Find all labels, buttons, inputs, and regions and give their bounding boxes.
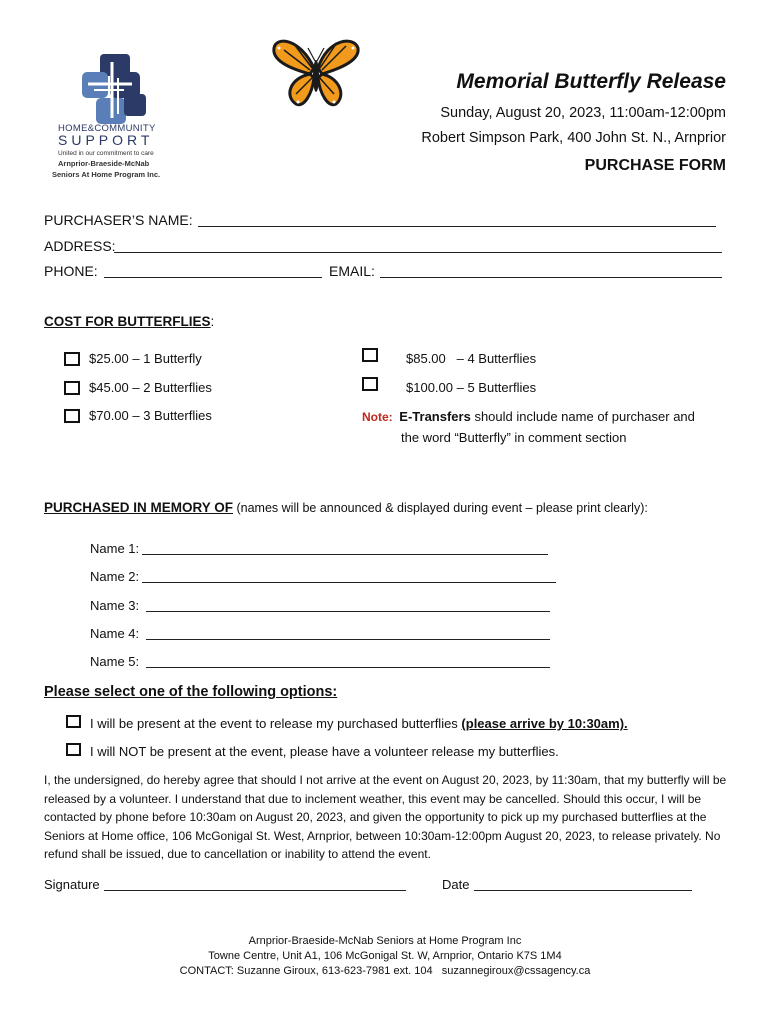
attend-present-checkbox[interactable] — [66, 715, 81, 728]
home-community-logo-icon — [48, 50, 188, 130]
event-title: Memorial Butterfly Release — [456, 70, 726, 93]
logo-line5: Seniors At Home Program Inc. — [52, 170, 161, 179]
attendance-heading: Please select one of the following options: — [44, 684, 338, 700]
option-1-label: $25.00 – 1 Butterfly — [89, 351, 202, 366]
attend-absent-checkbox[interactable] — [66, 743, 81, 756]
option-2-label: $45.00 – 2 Butterflies — [89, 380, 212, 395]
option-1-checkbox[interactable] — [64, 352, 80, 366]
purchaser-name-label: PURCHASER’S NAME: — [44, 212, 193, 228]
event-location: Robert Simpson Park, 400 John St. N., Arnprior — [421, 130, 726, 146]
attend-present-text: I will be present at the event to release my purchased butterflies — [90, 716, 462, 731]
purchaser-name-field[interactable] — [198, 226, 716, 227]
footer-address: Towne Centre, Unit A1, 106 McGonigal St. W, Arnprior, Ontario K7S 1M4 — [208, 950, 562, 962]
name-5-label: Name 5: — [90, 654, 140, 669]
phone-field[interactable] — [104, 277, 322, 278]
name-5-field[interactable] — [146, 667, 550, 668]
memory-heading — [44, 500, 648, 515]
cost-heading-colon: : — [210, 314, 215, 329]
address-field[interactable] — [114, 252, 722, 253]
option-4-checkbox[interactable] — [362, 348, 378, 362]
email-label: EMAIL: — [329, 263, 375, 279]
name-2-label: Name 2: — [90, 569, 140, 584]
logo-line2: SUPPORT — [58, 132, 154, 148]
organization-logo — [48, 50, 188, 185]
event-date: Sunday, August 20, 2023, 11:00am-12:00pm — [440, 105, 726, 121]
note-text1: should include name of purchaser and — [470, 409, 695, 424]
phone-label: PHONE: — [44, 263, 98, 279]
date-field[interactable] — [474, 890, 692, 891]
name-2-field[interactable] — [142, 582, 556, 583]
name-3-label: Name 3: — [90, 598, 140, 613]
attend-present-bold: (please arrive by 10:30am). — [461, 716, 628, 731]
option-4-label: $85.00 – 4 Butterflies — [406, 351, 537, 366]
name-3-field[interactable] — [146, 611, 550, 612]
email-field[interactable] — [380, 277, 722, 278]
logo-line1: HOME&COMMUNITY — [58, 123, 156, 134]
attend-present-option — [90, 716, 628, 731]
cost-heading-text: COST FOR BUTTERFLIES — [44, 314, 211, 329]
note-label: Note: — [362, 410, 393, 424]
form-title: PURCHASE FORM — [584, 157, 726, 174]
monarch-butterfly-icon — [270, 34, 362, 110]
logo-line3: United in our commitment to care — [58, 150, 154, 157]
note-text2: the word “Butterfly” in comment section — [401, 430, 627, 445]
option-3-checkbox[interactable] — [64, 409, 80, 423]
logo-line4: Arnprior-Braeside-McNab — [58, 159, 150, 168]
option-5-checkbox[interactable] — [362, 377, 378, 391]
footer-org: Arnprior-Braeside-McNab Seniors at Home Program Inc — [248, 935, 522, 947]
date-label: Date — [442, 877, 474, 892]
signature-field[interactable] — [104, 890, 406, 891]
address-label: ADDRESS: — [44, 238, 116, 254]
name-1-field[interactable] — [142, 554, 548, 555]
note-bold: E-Transfers — [399, 409, 471, 424]
etransfer-note — [362, 409, 695, 424]
attend-absent-text: I will NOT be present at the event, please have a volunteer release my butterflies. — [90, 744, 559, 759]
memory-heading-text: PURCHASED IN MEMORY OF — [44, 500, 234, 515]
name-1-label: Name 1: — [90, 541, 140, 556]
signature-label: Signature — [44, 877, 100, 892]
name-4-label: Name 4: — [90, 626, 140, 641]
footer-contact: CONTACT: Suzanne Giroux, 613-623-7981 ext. 104 suzannegiroux@cssagency.ca — [179, 965, 591, 977]
memory-subheading: (names will be announced & displayed during event – please print clearly): — [233, 501, 648, 515]
name-4-field[interactable] — [146, 639, 550, 640]
option-3-label: $70.00 – 3 Butterflies — [89, 408, 212, 423]
option-5-label: $100.00 – 5 Butterflies — [406, 380, 537, 395]
cost-heading — [44, 314, 214, 329]
option-2-checkbox[interactable] — [64, 381, 80, 395]
agreement-paragraph: I, the undersigned, do hereby agree that should I not arrive at the event on August 20, 2023, by 11:30am, that my butterfly will be released by a volunteer. I understand that due to inclement weather, this event may be cancelled. Should this occur, I will be contacted by phone before 10:30am on August 20, 2023, and given the opportunity to pick up my purchased butterflies at the Seniors at Home office, 106 McGonigal St. West, Arnprior, between 10:30am-12:00pm August 20, 2023, to release privately. No refund shall be issued, due to cancellation or inability to attend the event. — [44, 773, 727, 861]
